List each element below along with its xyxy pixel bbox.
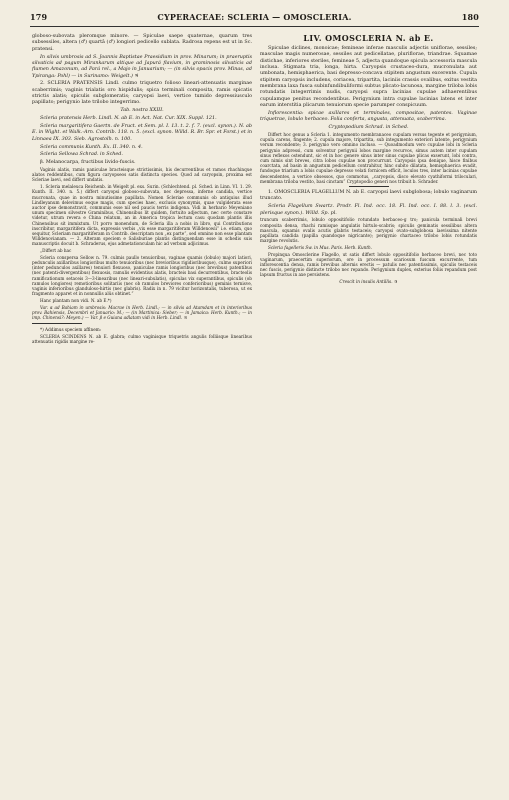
right-column bbox=[260, 33, 477, 286]
note-paragraph: 1. Scleria melaleuca Reichenb. in Weigelt pl. exs. Surin. (Schlechtend. pl. Sched. in Linn. VI. 1. 29. Kunth. II. 340. n. 5.) differt caryopsi globoso-subovata, nec depressa, inferne candida, vertice mucronata, quae in nostra minutissime papillata. Nomen Scleriae communis ob antiquius illud Lindleyanum delevimus eoque magis, cum species haec, exclusis synonymis, quae vulgiderata esse auctor ipse demonstravit, communis esse nil sed paucis terris indigena. Vidi in herbario Meyeniano unum specimen silvestre Graminibus, Chinensibus lit quidem, fortuito adjectum, nec certe constare videtur, utrum revera e China relatum, an in America tropica lectum casu quodam plantis illis Chinensibus sit immixtum. Ut porro monendum, de Scleria illa a nobis in libro, qui Contributions inscribitur, margaritifera dicta, expressis verbis „vix esse margaritiferam Willdenowii“ i.e. etiam, quo sequitur, Scleriam margaritiferam in Contrib. descriptam non „ex parte“, sed omnino non esse plantam Willdenovianam. — 2. Alteram speciem e Salisburiae plantis distinguendam esse in schedis suis manuscriptis docuit b. Schraderus, ejus admetationculam hic ad verbum adjicimus. bbox=[32, 184, 252, 247]
running-header bbox=[30, 12, 479, 26]
species-description: 1. OMOSCLERIA FLAGELLUM N. ab E. caryopsi laevi subglobosa; lobulo vaginarum truncato. bbox=[260, 189, 477, 202]
variety: β. Melanocarpa, fructibus livido-fuscis. bbox=[40, 159, 136, 166]
synonym: Scleria communis Kunth. Ex. II. 340. n. 4. bbox=[40, 143, 143, 150]
plate-reference: Tab. nostra XXIII. bbox=[120, 107, 164, 114]
synonym: Scleria Sellowa Schrad. in Sched. bbox=[40, 151, 123, 158]
page-number-right: 180 bbox=[461, 12, 479, 22]
synonym: Cryptopodium Schrad. in Sched. bbox=[328, 124, 409, 131]
note-paragraph: Differt hoc genus a Scleria 1. integumento membranaceo cupulam versus tegente et perigynium, cupula carens, fingente; 2. cupula majore, tripartita, sub integumento exteriori latente, perigynium verum recondente; 3. perigynio vero omnino incluso. — Quoadmodum vero cupulae lobi in Scleria perigynio adpressi, cum solventur perigynii lobos margine recurvos, simus autem inter cupulam sinus reflexos ostendunt, sic et in hoc genere sinus inter sinus cupulae plicas exserunt, lobi contra, cum nimis sint breves, citra lobos cupulae non procurrunt. Caryopsis ipsa denique, hisce finibus coarctata, ad basin in angustum pedicellum contrahitur, hinc subito dilatata, hemisphaerica evadit, fundoque triarium a lobis cupulae depresso velati fornicem efficit, loculos tres, inter lacinias cupulae descendentes, a vertice obsessos, quo commotus, „caryopsis, disco elevato cyathiformi triloculari, membrana triloba vestito, basi cinctam“ Cryptopodio generi nos tribuit b. Schrader. bbox=[260, 131, 477, 184]
habitat-paragraph: Var. α ad Bahiam in umbrosis: Macrae in Herb. Lindl.; — in silvis ad Atamdam et in interioribus prov. Bahiensis, Decembri et Januario: M.; — (in Martinica: Sieber; — in Jamaica: Herb. Kunth.; — in imp. Chinensi?: Meyen.) — Var. β e Guiana adlatam vidi in Herb. Lindl. ♃ bbox=[32, 304, 252, 321]
synonym: Scleria Flagellum Swartz. Prodr. Fl. Ind. occ. 18. Fl. Ind. occ. I. 88. l. 3. (excl. plerisque synon.). Willd. Sp. pl. bbox=[260, 203, 477, 216]
synonym: Scleria pratensis Herb. Lindl. N. ab E. in Act. Nat. Cur. XIX. Suppl. 121. bbox=[40, 115, 217, 122]
habitat-paragraph: In silvis umbrosis ad S. Joannis Baptistae Praesidium in prov. Minarum; in praeruptis silvaticis ad pagum Mirankarum altique ad Japurá flavium, in graminosis silvaticis ad flumen Amazonum, ad Pará rel., a Majo in Januarium; — (in silvis opacis prov. Minas, ad Ypiranga: Pohl) — in Surinamo: Weigelt.) ♃ bbox=[32, 53, 252, 79]
running-title: CYPERACEAE: SCLERIA — OMOSCLERIA. bbox=[157, 12, 352, 22]
synonym: Scleria margaritifera Gaertn. de Fruct. et Sem. pl. I. 13. t. 2. f. 7. (excl. synon.). N. ab E. in Wight. et Walk.-Arn. Contrib. 118. n. 5. (excl. synon. Willd. R. Br. Spr. et Forst.) et in Linnaea IX. 303. Sieb. Agrostolh. n. 100. bbox=[32, 122, 252, 142]
quote-intro: „Differt ab hac bbox=[40, 248, 72, 254]
synonym: Scleria fagelleris Sw. in Mus. Paris. Herb. Kunth. bbox=[268, 244, 373, 250]
habitat-line: Crescit in insulis Antillis. ♃ bbox=[339, 279, 398, 285]
note-paragraph: Propinqua Omosclerine Flagello, ut satis differt lobulo oppositifolio herbaceo brevi, nec toto vaginarum, praecertim superiorum, ore in processum scariosum fuscum excurrente, tum inflorescentia densa, ramis brevibus alternis erectis — patulis nec patentissimis, spiculis testaceis nec fuscis, perigynio distincte trilobo nec repando. Perigynium duplex, exterius foliis repandum post lapsum fructus in axe persistens. bbox=[260, 251, 477, 278]
page-number-left: 179 bbox=[30, 12, 48, 22]
species-description: 2. SCLERIA PRATENSIS Lindl. culmo triquetro folioso lineari-attenuatis marginae scaberrimis; vaginis trialatis oro hispidulis; spica terminali composita, ramis spicatis strictis alatis; spiculis subglomeratis; caryopsi laevi, vertice tumido depressiusculo papillato; perigynio late trilobo integerrimo. bbox=[32, 80, 252, 106]
footnote: SCLERIA SCINDENS N. ab E. glabra; culmo vaginisque triquetris angulis folliisque linearibus attenuatis rigidis margine re- bbox=[32, 333, 252, 345]
genus-description: Spiculae diclines, monoicae; femineae inferae masculis adjectis uniflorae, sessiles; masculae magis numerosae, sessiles aut pedicellatae, pluriflorae, triandrae. Squamae distichae, inferiores steriles, femineae 5, adjecta quandoque spicula accessoria mascula inclusa. Stigmata tria, longa, hirta. Caryopsis crustaceo-dura, mucronulata aut umbonata, hemisphaerica, basi depresso-concava stipitem angustum excerente. Cupula stipitem caryopsis includens, coriacea, tripartita, laciniis crassis ovalibus, exitus vestita membrana laxa fusca subinfundibuliformi subtus plicato-lacunosa, margine triloba lobis rotundatis integerrimis nudis, caryopsi supra lacinias cupulae adhaerentibus cupulamque penitus recondentibus. Perigynium intra cupulae lacinias latens et inter earum interstitia plicarum tenuiorum specie parumper conspicuum. bbox=[260, 45, 477, 109]
footnote-continuation: truncum scaberrimis, lobulo oppositifolio rotundato herbaceo-g tro; panicula terminali brevi composita densa, rhachi ramisque angulatis hirtulo-scabris; spiculis geminatis sessilibus altera mascula, squamis ovalis acutis glabris testaceis; caryopsi ovato-subglobosa laevissima nitente papillata candida (papilla quandoque nigricante); perigynio chartaceo trilobo lobis rotundatis margine revolutis. bbox=[260, 217, 477, 244]
paragraph: globoso-subovata pleromque minore. — Spiculae saepe quaternae, quarum tres subsessiles, altera (♂) quartâ (♂) longiori pedicello sublata. Radrosa repens est ut in Sc. pratensi. bbox=[32, 33, 252, 52]
section-rule bbox=[349, 186, 389, 187]
footnote-rule bbox=[32, 323, 82, 324]
inflorescence-paragraph: Inflorescentia: spicae axillares et terminales, compositae, patentes. Vaginae triquetrae, lobulo herbaceo. Folia conferta, angusta, attenuata, scaberrima. bbox=[260, 109, 477, 123]
note-line: Hanc plantam non vidi. N. ab E.*) bbox=[40, 297, 112, 303]
genus-heading: LIV. OMOSCLERIA N. ab E. bbox=[303, 33, 434, 43]
left-column bbox=[32, 33, 252, 346]
note-paragraph: Vaginis alatis, ramis paniculae bracteisque strictissimis, his decurrentibus et ramos rhachinque alatos reddentibus, cum figura caryopseos satis distincta species. Quod ad caryopsin, proxima est Scleriae laevi, sed differt undatis. bbox=[32, 167, 252, 183]
footnote: *) Addimus speciem affinem: bbox=[40, 327, 102, 333]
quoted-description: Scleria conspersa Sellow n. 79. culmis paullo tenuioribus, vaginae quamis (lobulo) majori latiori, pedunculis axillaribus longioribus multo tenuioribus (nec brevioribus rigidioribusque), culmo superiori (inter pedunculos axillares) tenuiori flexuoso, paniculae ramis longioribus (nec brevibus) patentibus (nec patenti-divergentibus) flexuosis, ramulis evidentius alatis, bracteis basi decurrentibus, bracteolis ramificationum setaceis 3—3-linearibus (nec lineari-subulatis), spiculas vix superantibus, spiculis (ob ramulos longiores) remotioribus solitariis (nec ob ramulos breviores conferioribus) geminis ternisve, vaginis inferioribus glanduloso-hirtis (nec glabris). Radix in n. 79 vicitur horizontalis, tuberosa, ut ex fragmento apparet et in nonnullis alüs obtinet.“ bbox=[32, 254, 252, 297]
header-rule bbox=[30, 26, 479, 27]
